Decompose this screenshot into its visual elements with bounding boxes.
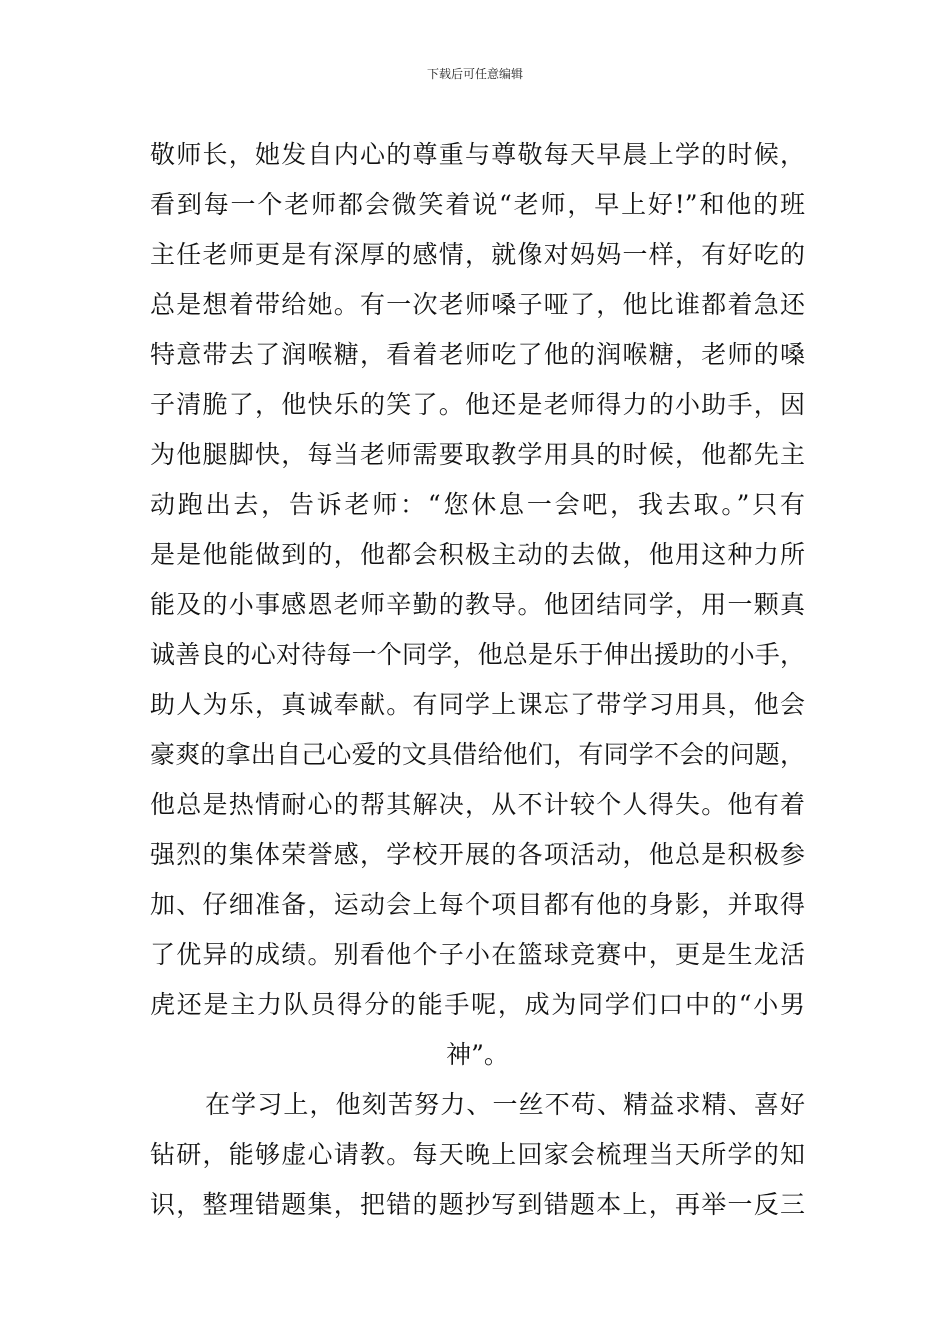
text-line: 子清脆了，他快乐的笑了。他还是老师得力的小助手，因 xyxy=(150,390,805,419)
text-line: 敬师长，她发自内心的尊重与尊敬每天早晨上学的时候， xyxy=(150,140,805,169)
paragraph-end-line: 神”。 xyxy=(446,1040,509,1069)
text-line: 总是想着带给她。有一次老师嗓子哑了，他比谁都着急还 xyxy=(150,290,805,319)
text-line: 虎还是主力队员得分的能手呢，成为同学们口中的“小男 xyxy=(150,990,805,1019)
text-line: 钻研，能够虚心请教。每天晚上回家会梳理当天所学的知 xyxy=(150,1140,805,1169)
text-line: 看到每一个老师都会微笑着说“老师，早上好!”和他的班 xyxy=(150,190,805,219)
text-line: 动跑出去，告诉老师：“您休息一会吧，我去取。”只有 xyxy=(150,490,805,519)
text-line: 强烈的集体荣誉感，学校开展的各项活动，他总是积极参 xyxy=(150,840,805,869)
text-line: 识，整理错题集，把错的题抄写到错题本上，再举一反三 xyxy=(150,1190,805,1219)
text-line: 为他腿脚快，每当老师需要取教学用具的时候，他都先主 xyxy=(150,440,805,469)
text-line: 助人为乐，真诚奉献。有同学上课忘了带学习用具，他会 xyxy=(150,690,805,719)
text-line: 主任老师更是有深厚的感情，就像对妈妈一样，有好吃的 xyxy=(150,240,805,269)
text-line: 诚善良的心对待每一个同学，他总是乐于伸出援助的小手， xyxy=(150,640,805,669)
text-line: 能及的小事感恩老师辛勤的教导。他团结同学，用一颗真 xyxy=(150,590,805,619)
text-line: 是是他能做到的，他都会积极主动的去做，他用这种力所 xyxy=(150,540,805,569)
text-line: 豪爽的拿出自己心爱的文具借给他们，有同学不会的问题， xyxy=(150,740,805,769)
paragraph-start-line: 在学习上，他刻苦努力、一丝不苟、精益求精、喜好 xyxy=(205,1090,805,1119)
text-line: 特意带去了润喉糖，看着老师吃了他的润喉糖，老师的嗓 xyxy=(150,340,805,369)
text-line: 加、仔细准备，运动会上每个项目都有他的身影，并取得 xyxy=(150,890,805,919)
text-line: 了优异的成绩。别看他个子小在篮球竞赛中，更是生龙活 xyxy=(150,940,805,969)
text-line: 他总是热情耐心的帮其解决，从不计较个人得失。他有着 xyxy=(150,790,805,819)
page-header-note: 下载后可任意编辑 xyxy=(426,67,523,81)
body-text xyxy=(150,130,805,1230)
